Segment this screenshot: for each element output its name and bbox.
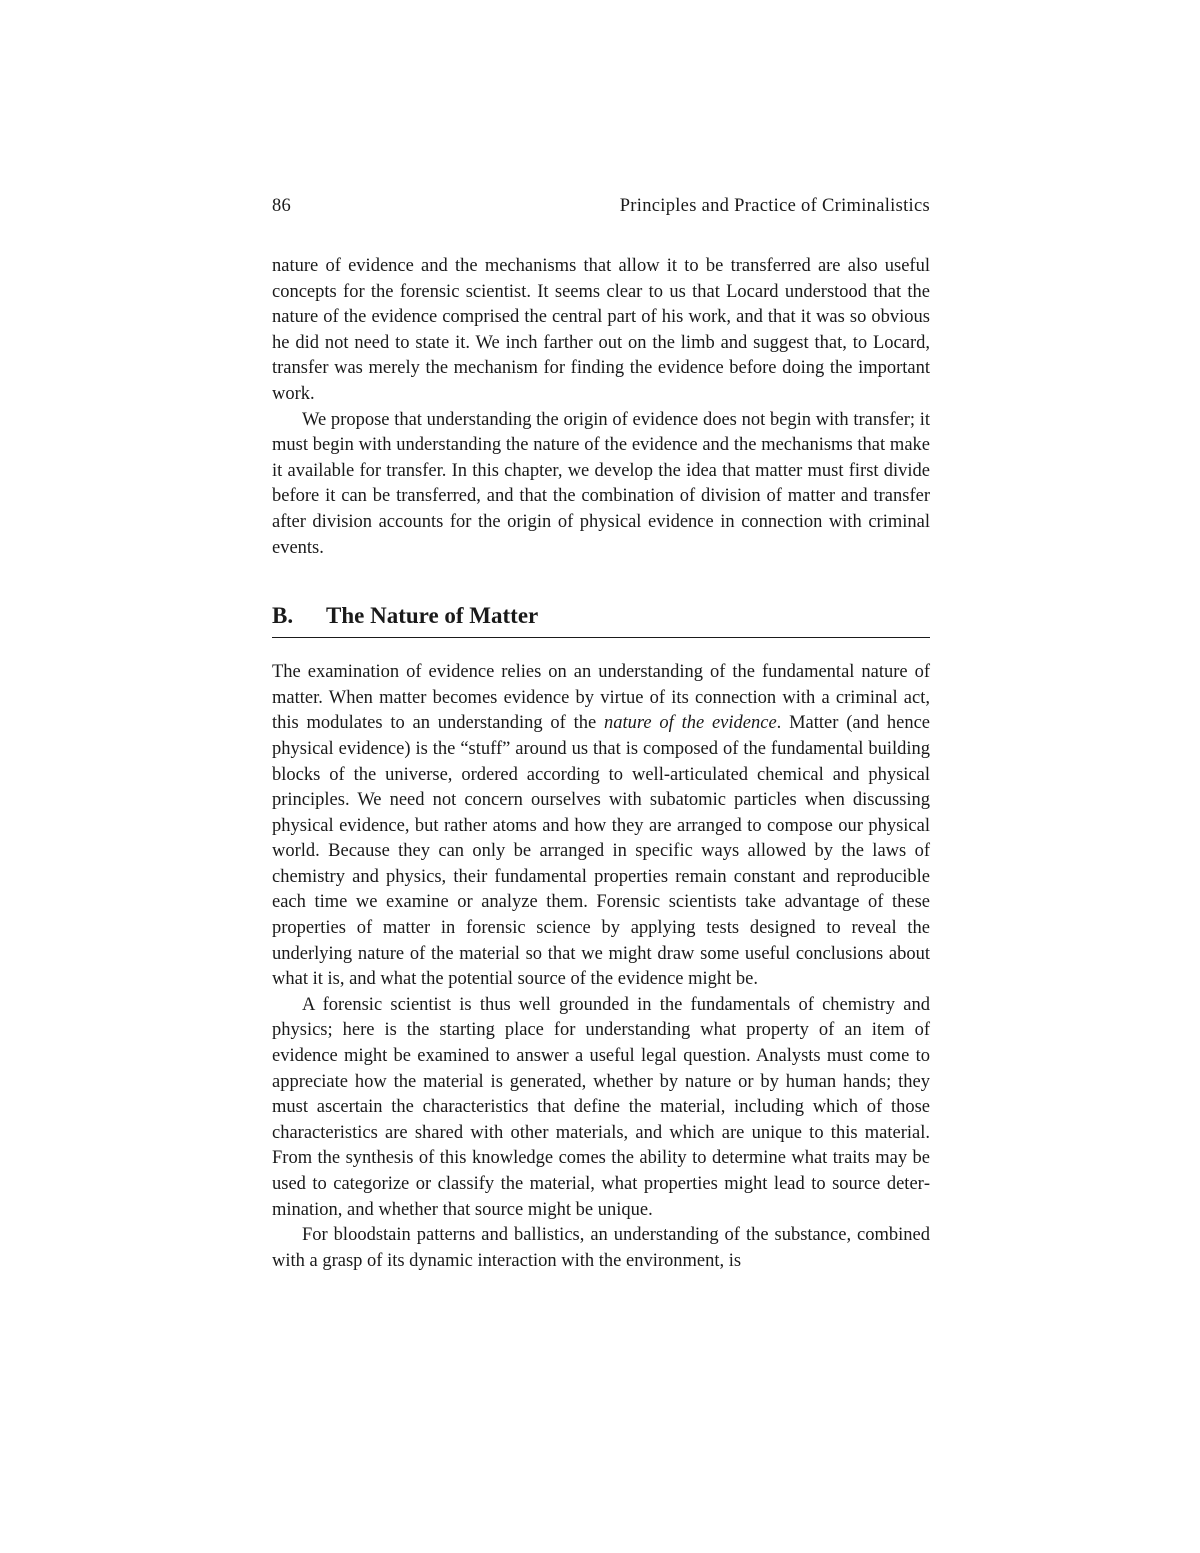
intro-paragraph-2: We propose that understanding the origin of evidence does not begin with transfer; it must begin with understanding the nature of the evidence and the mechanisms that make it available for transfer. In this chapter, we develop the idea that matter must first divide before it can be transferred, and that the combination of division of matter and transfer after division accounts for the origin of physical evidence in connection with criminal events. (272, 409, 930, 558)
section-paragraph-1 (272, 660, 930, 993)
section-heading (272, 603, 930, 638)
section-number: B. (272, 603, 294, 629)
section-title: The Nature of Matter (326, 603, 539, 629)
section-paragraph-1-rest: . Matter (and hence physical evidence) is the “stuff” around us that is composed of the fundamental building blocks of the universe, ordered according to well-articulated chemical and physical principles. We need not concern ourselves with subatomic particles when discussing physical evidence, but rather atoms and how they are arranged to compose our physical world. Because they can only be arranged in specific ways allowed by the laws of chemistry and physics, their fundamental properties remain constant and reproducible each time we examine or analyze them. Forensic scientists take advantage of these properties of matter in forensic science by applying tests designed to reveal the underlying nature of the material so that we might draw some useful conclusions about what it is, and what the potential source of the evidence might be. (272, 713, 930, 990)
emphasis-nature-of-the-evidence: nature of the evidence (603, 713, 777, 734)
section-paragraph-2: A forensic scientist is thus well grounded in the fundamentals of chemistry and physics; here is the starting place for understanding what property of an item of evidence might be examined to answer a useful legal question. Analysts must come to appreciate how the material is generated, whether by nature or by human hands; they must ascertain the characteristics that define the material, including which of those characteristics are shared with other materials, and which are unique to this material. From the synthesis of this knowledge comes the ability to determine what traits may be used to categorize or classify the material, what properties might lead to source determination, and whether that source might be unique. (272, 994, 930, 1220)
intro-paragraph-1: nature of evidence and the mechanisms that allow it to be transferred are also useful concepts for the forensic scientist. It seems clear to us that Locard understood that the nature of the evidence comprised the central part of his work, and that it was so obvious he did not need to state it. We inch farther out on the limb and suggest that, to Locard, transfer was merely the mechanism for finding the evidence before doing the important work. (272, 256, 930, 404)
book-title: Principles and Practice of Criminalistics (619, 196, 930, 216)
book-page (272, 196, 930, 1274)
page-number: 86 (272, 196, 292, 216)
section-paragraph-1-start: The examination of evidence relies on an understanding of the fundamental nature of matter. When matter becomes evidence by virtue of its connection with a criminal act, this modulates to an understanding of the (272, 662, 930, 734)
running-header (272, 196, 930, 226)
section-paragraph-3: For bloodstain patterns and ballistics, an understanding of the substance, combined with a grasp of its dynamic interaction with the environment, is (272, 1225, 930, 1271)
